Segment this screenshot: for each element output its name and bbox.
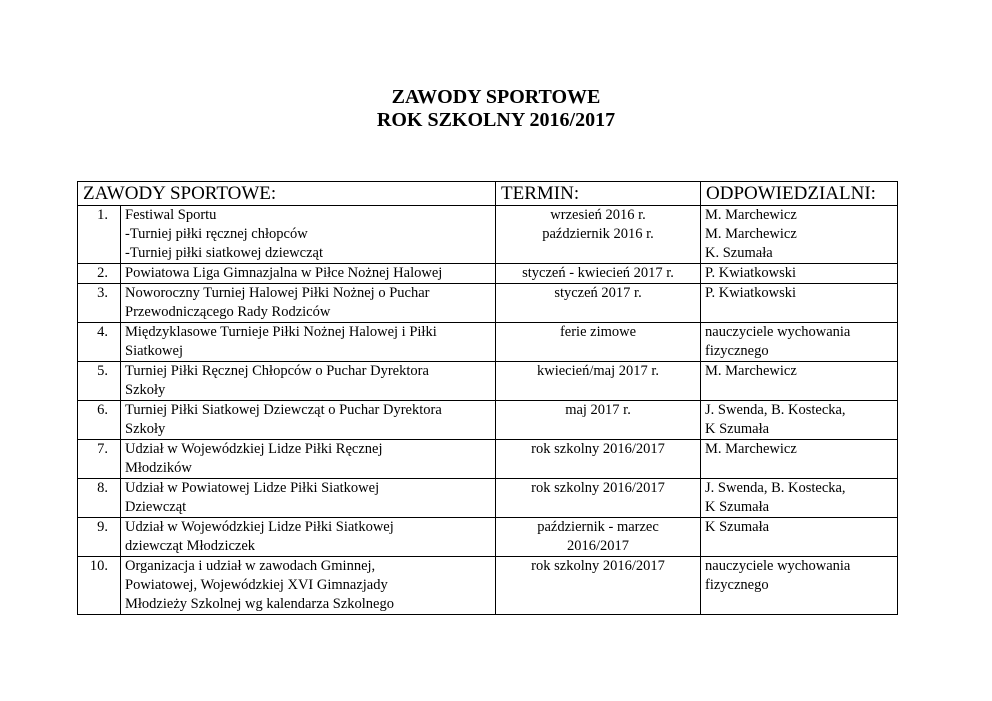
term-cell [496,401,701,440]
term-cell-line: ferie zimowe [559,324,637,340]
event-cell-line: Powiatowa Liga Gimnazjalna w Piłce Nożnej Halowej [125,265,443,281]
event-cell [121,206,496,264]
event-cell-line: dziewcząt Młodziczek [125,538,256,554]
responsible-cell-line: M. Marchewicz [705,441,797,457]
event-cell-line: -Turniej piłki siatkowej dziewcząt [125,245,323,261]
term-cell-line: styczeń - kwiecień 2017 r. [522,265,674,281]
table-row [78,264,898,284]
term-cell-line: rok szkolny 2016/2017 [531,558,665,574]
row-number: 2. [78,264,121,284]
term-cell [496,557,701,615]
term-cell [496,206,701,264]
term-cell [496,362,701,401]
responsible-cell [701,440,898,479]
responsible-cell [701,479,898,518]
row-number: 9. [78,518,121,557]
responsible-cell-line: M. Marchewicz [705,363,797,379]
events-table [77,181,898,615]
responsible-cell-line: nauczyciele wychowania [705,324,851,340]
table-row [78,518,898,557]
responsible-cell [701,401,898,440]
responsible-cell [701,557,898,615]
event-cell-line: Szkoły [125,421,166,437]
row-number: 5. [78,362,121,401]
responsible-cell-line: nauczyciele wychowania [705,558,851,574]
term-cell-line: kwiecień/maj 2017 r. [537,363,660,379]
table-row [78,284,898,323]
event-cell-line: Siatkowej [125,343,183,359]
table-body [78,206,898,615]
term-cell [496,479,701,518]
term-cell [496,518,701,557]
event-cell-line: Noworoczny Turniej Halowej Piłki Nożnej o Puchar [125,285,430,301]
responsible-cell [701,206,898,264]
row-number: 10. [78,557,121,615]
term-cell-line: maj 2017 r. [565,402,631,418]
responsible-cell-line: J. Swenda, B. Kostecka, [705,480,846,496]
term-cell [496,440,701,479]
event-cell [121,518,496,557]
table-row [78,440,898,479]
event-cell [121,557,496,615]
responsible-cell [701,323,898,362]
row-number: 4. [78,323,121,362]
title-line-1: ZAWODY SPORTOWE [391,86,601,108]
term-cell [496,323,701,362]
table-row [78,362,898,401]
responsible-cell-line: K Szumała [705,499,770,515]
event-cell [121,401,496,440]
term-cell-line: styczeń 2017 r. [554,285,642,301]
event-cell-line: -Turniej piłki ręcznej chłopców [125,226,308,242]
responsible-cell-line: M. Marchewicz [705,207,797,223]
term-cell-line: 2016/2017 [567,538,630,554]
responsible-cell [701,264,898,284]
responsible-cell-line: J. Swenda, B. Kostecka, [705,402,846,418]
table-row [78,557,898,615]
event-cell-line: Szkoły [125,382,166,398]
responsible-cell-line: K. Szumała [705,245,773,261]
responsible-cell-line: K Szumała [705,519,770,535]
responsible-cell-line: fizycznego [705,577,769,593]
header-term: TERMIN: [496,182,701,206]
table-header-row [78,182,898,206]
term-cell-line: październik 2016 r. [542,226,654,242]
responsible-cell-line: M. Marchewicz [705,226,797,242]
event-cell-line: Turniej Piłki Ręcznej Chłopców o Puchar Dyrektora [125,363,429,379]
table-row [78,323,898,362]
term-cell-line: wrzesień 2016 r. [550,207,646,223]
title-line-2: ROK SZKOLNY 2016/2017 [376,109,616,131]
term-cell-line: październik - marzec [537,519,659,535]
table-row [78,479,898,518]
event-cell-line: Udział w Powiatowej Lidze Piłki Siatkowej [125,480,380,496]
row-number: 1. [78,206,121,264]
responsible-cell-line: fizycznego [705,343,769,359]
term-cell [496,284,701,323]
row-number: 3. [78,284,121,323]
table-row [78,206,898,264]
header-event: ZAWODY SPORTOWE: [78,182,496,206]
event-cell [121,440,496,479]
responsible-cell-line: K Szumała [705,421,770,437]
responsible-cell-line: P. Kwiatkowski [705,285,797,301]
responsible-cell [701,518,898,557]
term-cell-line: rok szkolny 2016/2017 [531,480,665,496]
responsible-cell [701,362,898,401]
event-cell-line: Powiatowej, Wojewódzkiej XVI Gimnazjady [125,577,388,593]
event-cell [121,264,496,284]
row-number: 8. [78,479,121,518]
event-cell-line: Organizacja i udział w zawodach Gminnej, [125,558,376,574]
term-cell-line: rok szkolny 2016/2017 [531,441,665,457]
event-cell-line: Młodzieży Szkolnej wg kalendarza Szkolnego [125,596,394,612]
header-responsible: ODPOWIEDZIALNI: [701,182,898,206]
event-cell-line: Młodzików [125,460,192,476]
responsible-cell-line: P. Kwiatkowski [705,265,797,281]
event-cell-line: Przewodniczącego Rady Rodziców [125,304,331,320]
event-cell-line: Dziewcząt [125,499,187,515]
event-cell-line: Międzyklasowe Turnieje Piłki Nożnej Halowej i Piłki [125,324,437,340]
row-number: 6. [78,401,121,440]
term-cell [496,264,701,284]
event-cell-line: Udział w Wojewódzkiej Lidze Piłki Siatkowej [125,519,394,535]
event-cell-line: Turniej Piłki Siatkowej Dziewcząt o Puchar Dyrektora [125,402,442,418]
event-cell [121,362,496,401]
event-cell [121,284,496,323]
event-cell-line: Udział w Wojewódzkiej Lidze Piłki Ręcznej [125,441,383,457]
document-title [0,86,992,132]
row-number: 7. [78,440,121,479]
table-row [78,401,898,440]
event-cell [121,479,496,518]
event-cell [121,323,496,362]
event-cell-line: Festiwal Sportu [125,207,217,223]
responsible-cell [701,284,898,323]
